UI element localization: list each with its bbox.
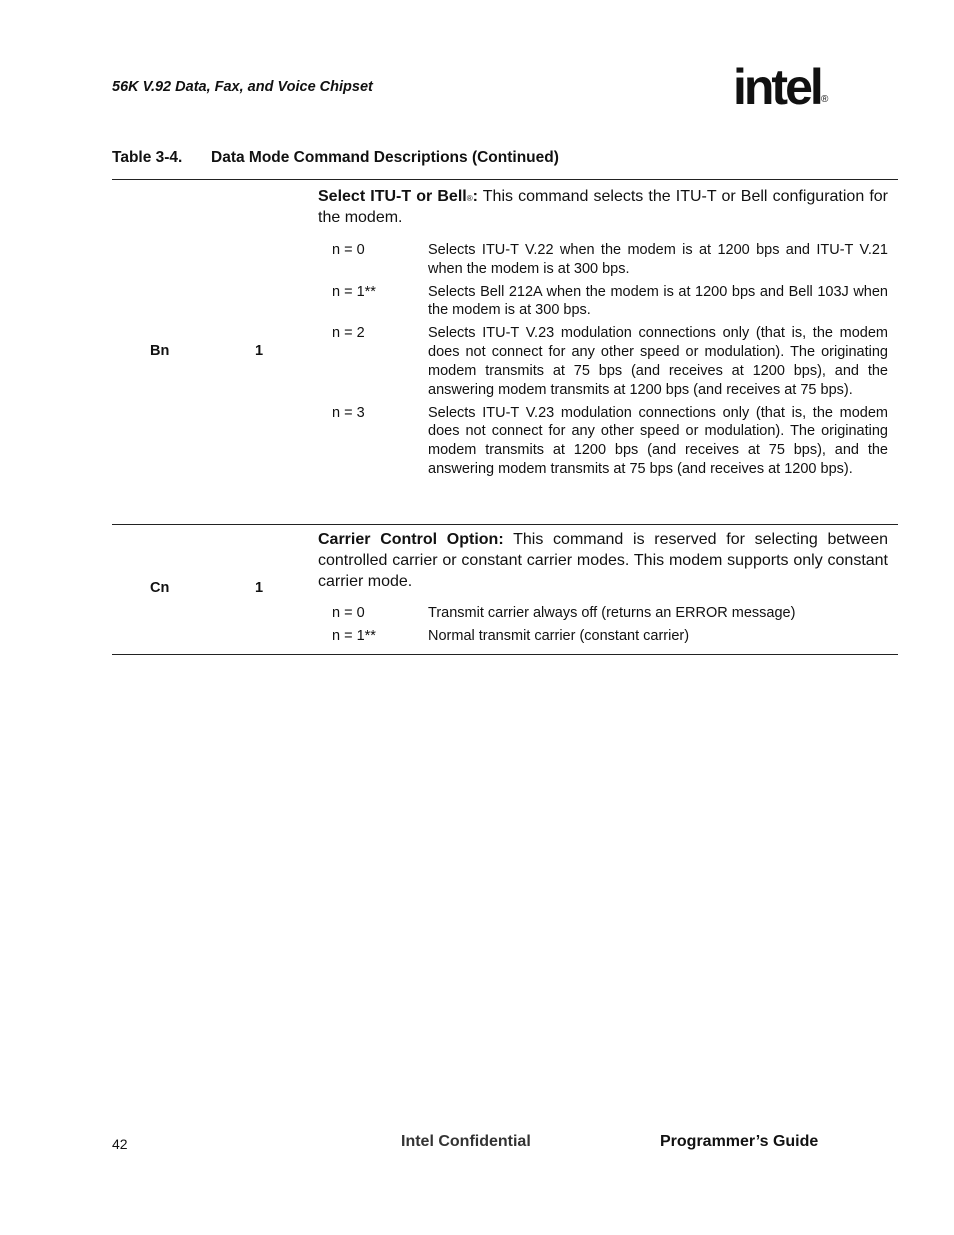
confidential-label: Intel Confidential: [401, 1133, 531, 1150]
guide-title: Programmer’s Guide: [660, 1133, 819, 1150]
option-item: [318, 604, 888, 623]
option-item: [318, 241, 888, 278]
option-key: n = 1**: [332, 283, 376, 300]
registered-mark: ®: [466, 194, 473, 203]
running-header-title: 56K V.92 Data, Fax, and Voice Chipset: [112, 79, 373, 95]
option-item: [318, 404, 888, 479]
table-row-cn: [112, 529, 898, 654]
table-bottom-rule: [112, 654, 898, 655]
description-lead: Select ITU-T or Bell®:: [318, 188, 478, 205]
command-value: 1: [255, 343, 264, 359]
table-row-divider: [112, 524, 898, 525]
intel-logo-wordmark: intel: [733, 59, 821, 115]
option-item: [318, 324, 888, 399]
option-list: [318, 604, 888, 650]
option-text: Selects ITU-T V.23 modulation connections only (that is, the modem does not connect for any other speed or modulation). The originating modem transmits at 1200 bps (and receives at 75 bps), and the answering modem transmits at 75 bps (and receives at 1200 bps).: [428, 404, 888, 477]
table-caption-title: Data Mode Command Descriptions (Continued): [211, 149, 559, 166]
option-text: Selects Bell 212A when the modem is at 1200 bps and Bell 103J when the modem is at 300 bps.: [428, 283, 888, 319]
table-caption: [112, 149, 559, 167]
option-text: Transmit carrier always off (returns an ERROR message): [428, 605, 796, 621]
command-name: Cn: [150, 580, 170, 596]
command-name: Bn: [150, 343, 170, 359]
option-item: [318, 627, 888, 646]
option-text: Normal transmit carrier (constant carrier): [428, 628, 690, 644]
option-key: n = 0: [332, 242, 365, 258]
page-number: 42: [112, 1136, 128, 1152]
table-caption-number: Table 3-4.: [112, 149, 183, 166]
option-key: n = 0: [332, 605, 365, 621]
description-lead: Carrier Control Option:: [318, 531, 504, 548]
option-text: Selects ITU-T V.22 when the modem is at 1200 bps and ITU-T V.21 when the modem is at 300 bps.: [428, 242, 888, 277]
description-text: This command is reserved for selecting between controlled carrier or constant carrier modes. This modem supports only constant carrier mode.: [318, 531, 889, 590]
command-value: 1: [255, 580, 264, 596]
registered-mark: ®: [821, 94, 829, 105]
intel-logo: [733, 58, 833, 116]
table-top-rule: [112, 179, 898, 180]
option-list: [318, 241, 888, 483]
option-item: [318, 283, 888, 320]
description-text: This command selects the ITU-T or Bell configuration for the modem.: [318, 188, 889, 226]
command-description: [318, 186, 888, 228]
option-key: n = 2: [332, 325, 365, 342]
option-key: n = 3: [332, 404, 365, 421]
command-description: [318, 529, 888, 592]
table-row-bn: [112, 186, 898, 524]
option-text: Selects ITU-T V.23 modulation connections only (that is, the modem does not connect for any other speed or modulation). The originating modem transmits at 75 bps (and receives at 1200 bps), and the answering modem transmits at 1200 bps (and receives at 75 bps).: [428, 325, 888, 398]
option-key: n = 1**: [332, 628, 376, 644]
